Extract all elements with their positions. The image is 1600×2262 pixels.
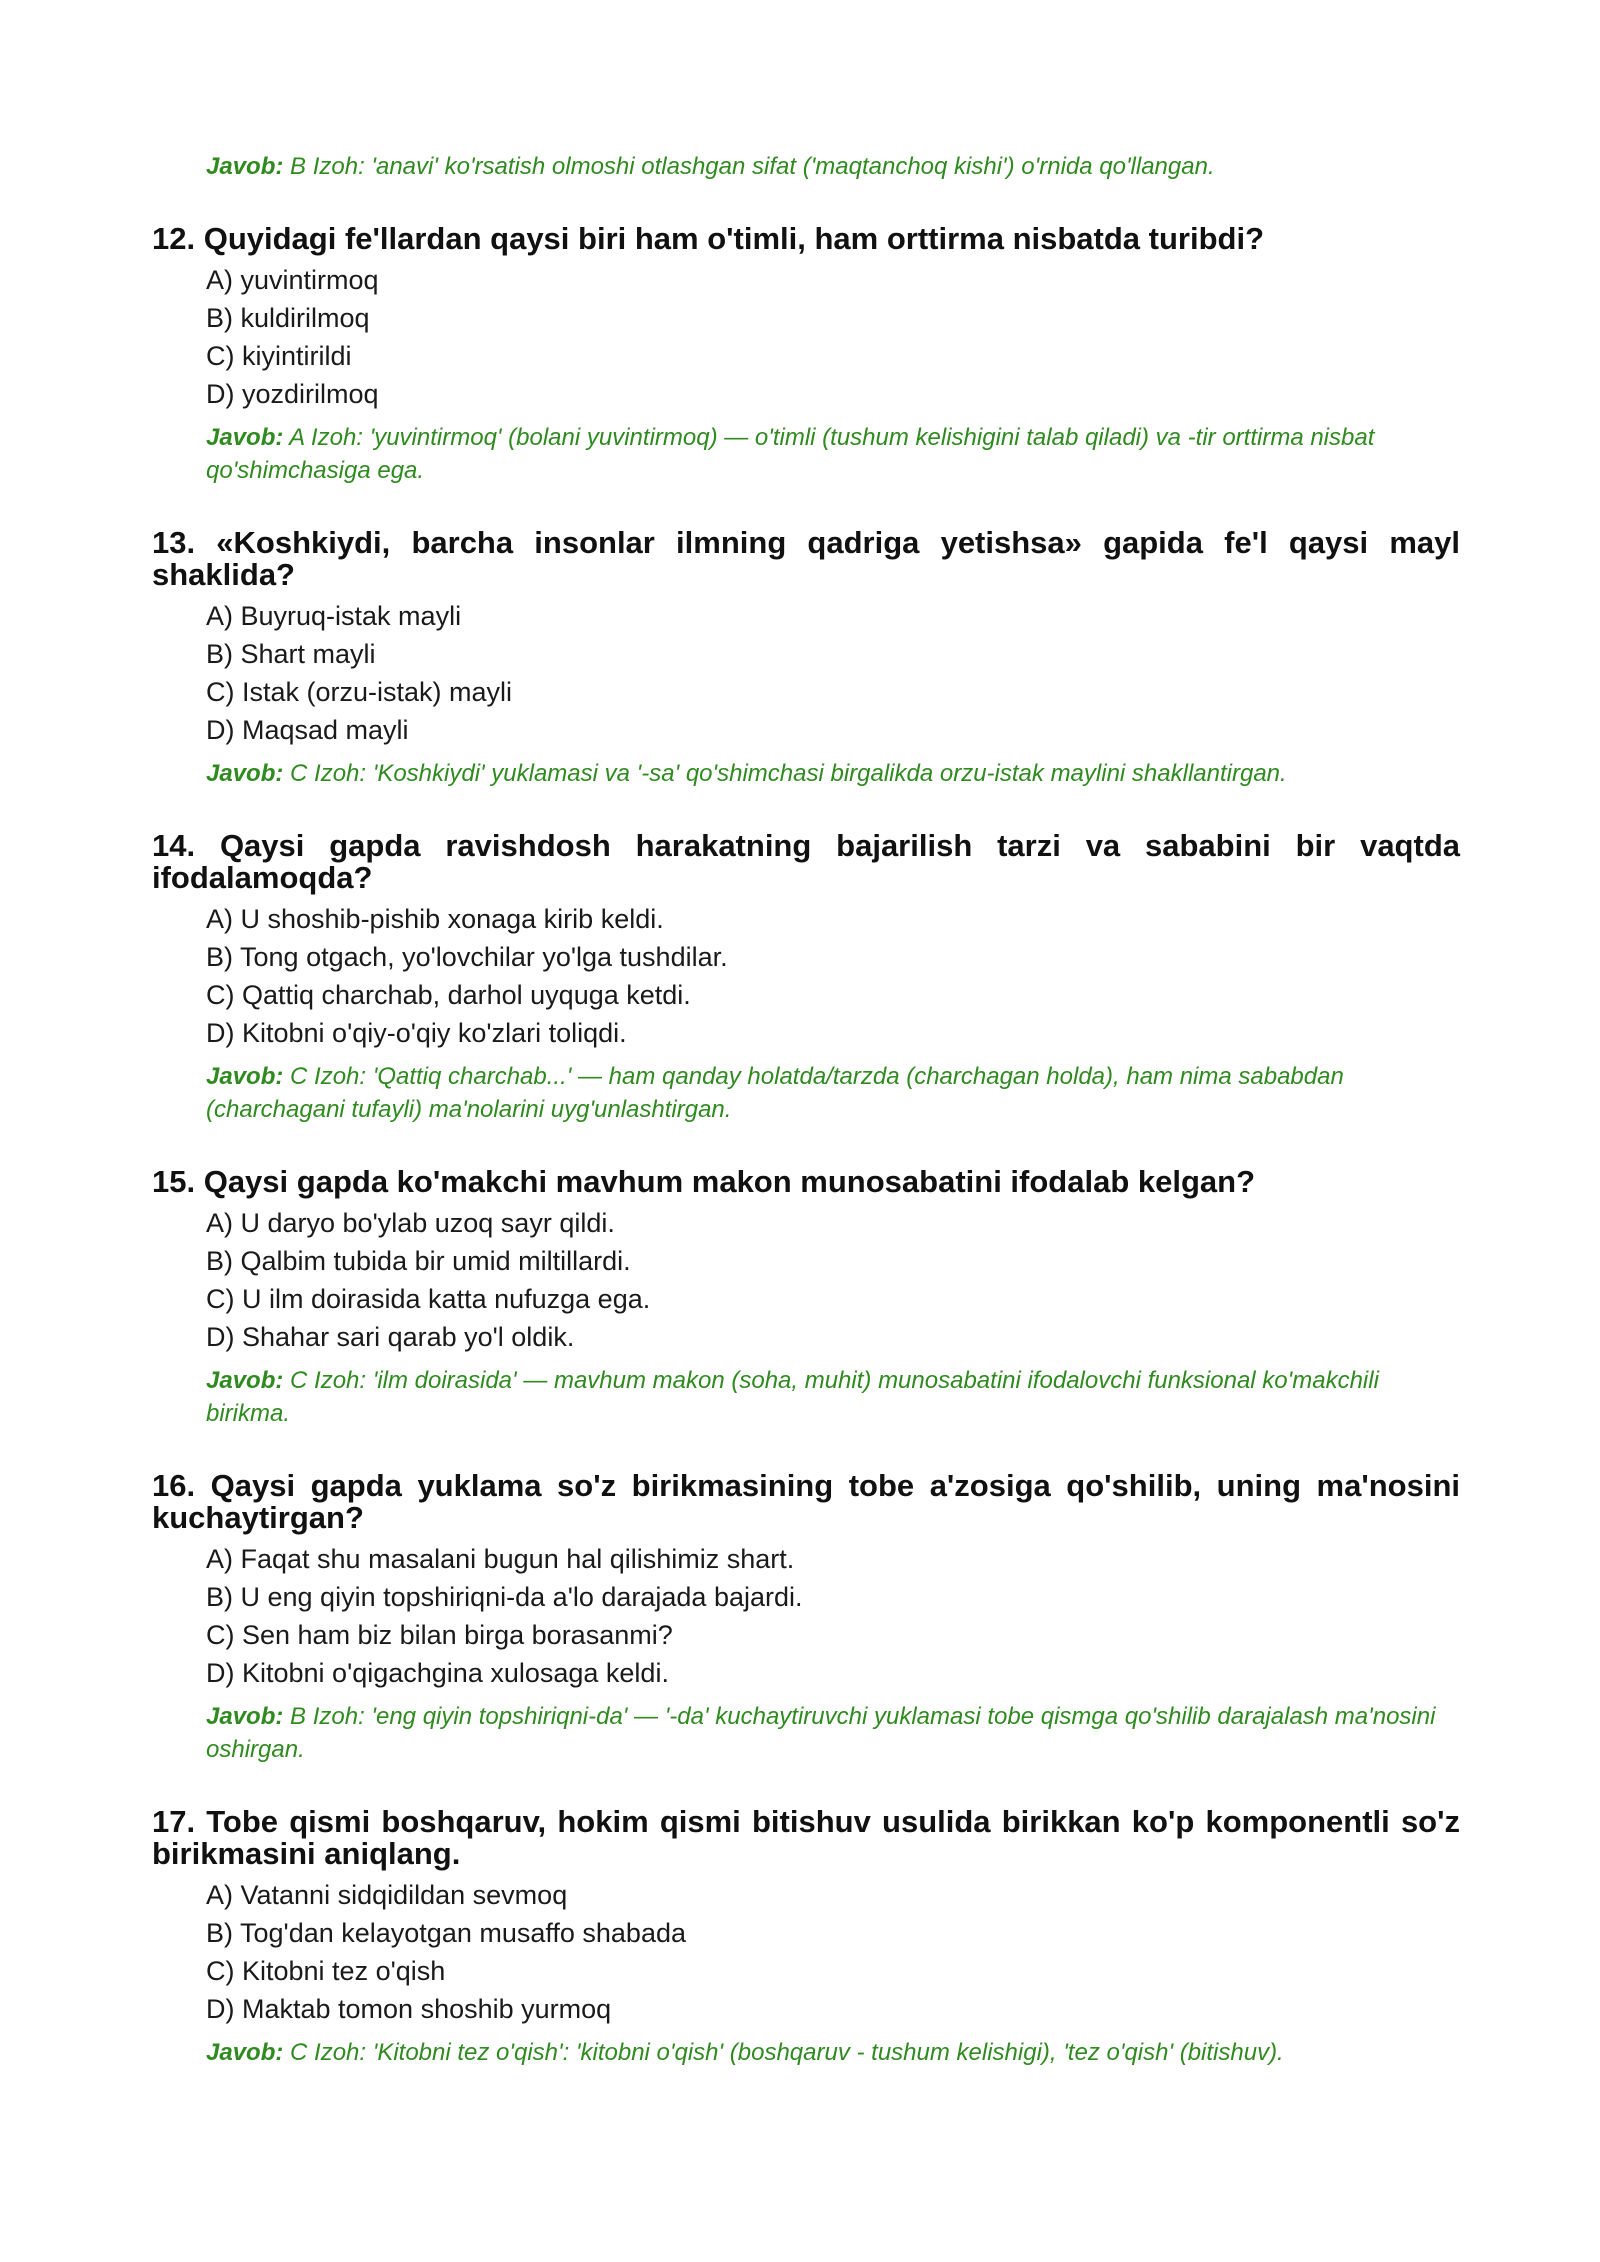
option-b: B) Shart mayli (206, 639, 376, 669)
answer-line (206, 1060, 1450, 1126)
document-page (152, 150, 1460, 2069)
question-title: 16. Qaysi gapda yuklama so'z birikmasining tobe a'zosiga qo'shilib, uning ma'nosini kuchaytirgan? (152, 1468, 1460, 1535)
option-c: C) kiyintirildi (206, 341, 352, 371)
question-12 (152, 223, 1460, 487)
answer-label: Javob: (206, 760, 284, 787)
answer-label: Javob: (206, 1703, 284, 1730)
answer-line-q11 (206, 150, 1450, 183)
option-d: D) Kitobni o'qigachgina xulosaga keldi. (206, 1658, 669, 1688)
answer-label: Javob: (206, 2039, 284, 2066)
option-a: A) U shoshib-pishib xonaga kirib keldi. (206, 904, 664, 934)
option-c: C) Kitobni tez o'qish (206, 1956, 446, 1986)
option-d: D) yozdirilmoq (206, 379, 379, 409)
answer-text: C Izoh: 'ilm doirasida' — mavhum makon (soha, muhit) munosabatini ifodalovchi funksional ko'makchili birikma. (206, 1367, 1379, 1427)
option-b: B) Qalbim tubida bir umid miltillardi. (206, 1246, 631, 1276)
question-title: 17. Tobe qismi boshqaruv, hokim qismi bitishuv usulida birikkan ko'p komponentli so'z birikmasini aniqlang. (152, 1804, 1460, 1871)
question-title: 14. Qaysi gapda ravishdosh harakatning bajarilish tarzi va sababini bir vaqtda ifodalamoqda? (152, 828, 1460, 895)
option-b: B) Tong otgach, yo'lovchilar yo'lga tushdilar. (206, 942, 728, 972)
question-title: 15. Qaysi gapda ko'makchi mavhum makon munosabatini ifodalab kelgan? (152, 1164, 1256, 1199)
option-c: C) U ilm doirasida katta nufuzga ega. (206, 1284, 651, 1314)
option-a: A) Buyruq-istak mayli (206, 601, 462, 631)
question-13 (152, 527, 1460, 790)
option-d: D) Kitobni o'qiy-o'qiy ko'zlari toliqdi. (206, 1018, 627, 1048)
option-b: B) U eng qiyin topshiriqni-da a'lo darajada bajardi. (206, 1582, 803, 1612)
option-c: C) Istak (orzu-istak) mayli (206, 677, 513, 707)
option-a: A) U daryo bo'ylab uzoq sayr qildi. (206, 1208, 615, 1238)
answer-line (206, 757, 1450, 790)
option-b: B) Tog'dan kelayotgan musaffo shabada (206, 1918, 687, 1948)
option-c: C) Qattiq charchab, darhol uyquga ketdi. (206, 980, 691, 1010)
answer-line (206, 2036, 1450, 2069)
option-b: B) kuldirilmoq (206, 303, 370, 333)
option-d: D) Maktab tomon shoshib yurmoq (206, 1994, 612, 2024)
answer-text: C Izoh: 'Kitobni tez o'qish': 'kitobni o'qish' (boshqaruv - tushum kelishigi), 'tez o'qish' (bitishuv). (290, 2039, 1284, 2066)
answer-text: B Izoh: 'anavi' ko'rsatish olmoshi otlashgan sifat ('maqtanchoq kishi') o'rnida qo'llangan. (290, 153, 1215, 180)
answer-text: C Izoh: 'Qattiq charchab...' — ham qanday holatda/tarzda (charchagan holda), ham nima sababdan (charchagani tufayli) ma'nolarini uyg'unlashtirgan. (206, 1063, 1344, 1123)
answer-label: Javob: (206, 153, 284, 180)
question-16 (152, 1470, 1460, 1766)
question-title: 12. Quyidagi fe'llardan qaysi biri ham o'timli, ham orttirma nisbatda turibdi? (152, 221, 1265, 256)
question-title: 13. «Koshkiydi, barcha insonlar ilmning qadriga yetishsa» gapida fe'l qaysi mayl shaklida? (152, 525, 1460, 592)
answer-line (206, 1364, 1450, 1430)
answer-line (206, 1700, 1450, 1766)
question-17 (152, 1806, 1460, 2069)
option-d: D) Maqsad mayli (206, 715, 409, 745)
answer-text: B Izoh: 'eng qiyin topshiriqni-da' — '-da' kuchaytiruvchi yuklamasi tobe qismga qo'shilib darajalash ma'nosini oshirgan. (206, 1703, 1436, 1763)
answer-text: A Izoh: 'yuvintirmoq' (bolani yuvintirmoq) — o'timli (tushum kelishigini talab qiladi) va -tir orttirma nisbat qo'shimchasiga ega. (206, 424, 1375, 484)
answer-line (206, 421, 1450, 487)
answer-label: Javob: (206, 1063, 284, 1090)
option-d: D) Shahar sari qarab yo'l oldik. (206, 1322, 575, 1352)
question-14 (152, 830, 1460, 1126)
answer-label: Javob: (206, 424, 284, 451)
question-15 (152, 1166, 1460, 1430)
option-a: A) yuvintirmoq (206, 265, 379, 295)
option-a: A) Vatanni sidqidildan sevmoq (206, 1880, 568, 1910)
answer-label: Javob: (206, 1367, 284, 1394)
option-a: A) Faqat shu masalani bugun hal qilishimiz shart. (206, 1544, 795, 1574)
answer-text: C Izoh: 'Koshkiydi' yuklamasi va '-sa' qo'shimchasi birgalikda orzu-istak maylini shakllantirgan. (290, 760, 1287, 787)
option-c: C) Sen ham biz bilan birga borasanmi? (206, 1620, 673, 1650)
